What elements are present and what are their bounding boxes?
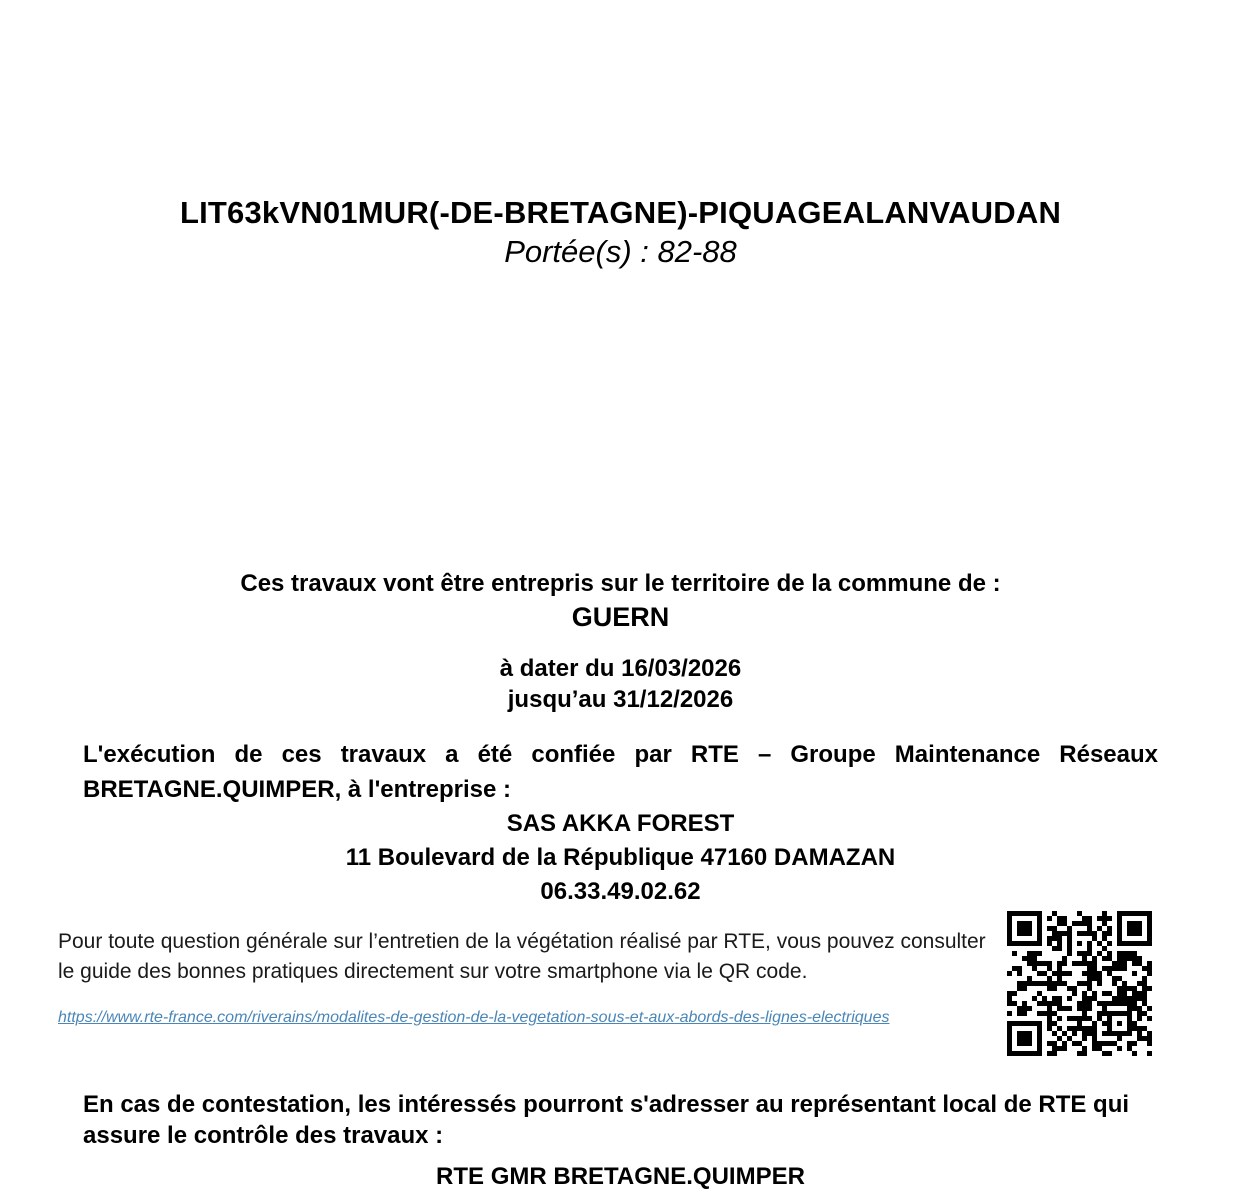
company-name: SAS AKKA FOREST — [506, 810, 735, 837]
qr-code-icon[interactable] — [1007, 911, 1152, 1056]
qr-code-graphic — [1007, 911, 1152, 1056]
rte-contact-name: RTE GMR BRETAGNE.QUIMPER — [436, 1163, 805, 1190]
company-address: 11 Boulevard de la République 47160 DAMAZAN — [345, 844, 896, 871]
guide-link[interactable]: https://www.rte-france.com/riverains/modalites-de-gestion-de-la-vegetation-sous-et-aux-abords-des-lignes-electriques — [58, 1009, 890, 1026]
execution-statement: L'exécution de ces travaux a été confiée par RTE – Groupe Maintenance Réseaux BRETAGNE.QUIMPER, à l'entreprise : — [83, 741, 1158, 803]
commune-intro: Ces travaux vont être entrepris sur le territoire de la commune de : — [240, 570, 1001, 597]
date-from: à dater du 16/03/2026 — [499, 655, 742, 682]
info-text: Pour toute question générale sur l’entretien de la végétation réalisé par RTE, vous pouvez consulter le guide des bonnes pratiques directement sur votre smartphone via le QR code. — [58, 930, 986, 983]
commune-name: GUERN — [571, 602, 670, 632]
line-title: LIT63kVN01MUR(-DE-BRETAGNE)-PIQUAGEALANVAUDAN — [179, 195, 1062, 230]
contest-statement: En cas de contestation, les intéressés pourront s'adresser au représentant local de RTE qui assure le contrôle des travaux : — [83, 1091, 1130, 1149]
company-phone: 06.33.49.02.62 — [540, 878, 701, 905]
spans-subtitle: Portée(s) : 82-88 — [504, 234, 737, 269]
date-to: jusqu’au 31/12/2026 — [507, 686, 734, 713]
